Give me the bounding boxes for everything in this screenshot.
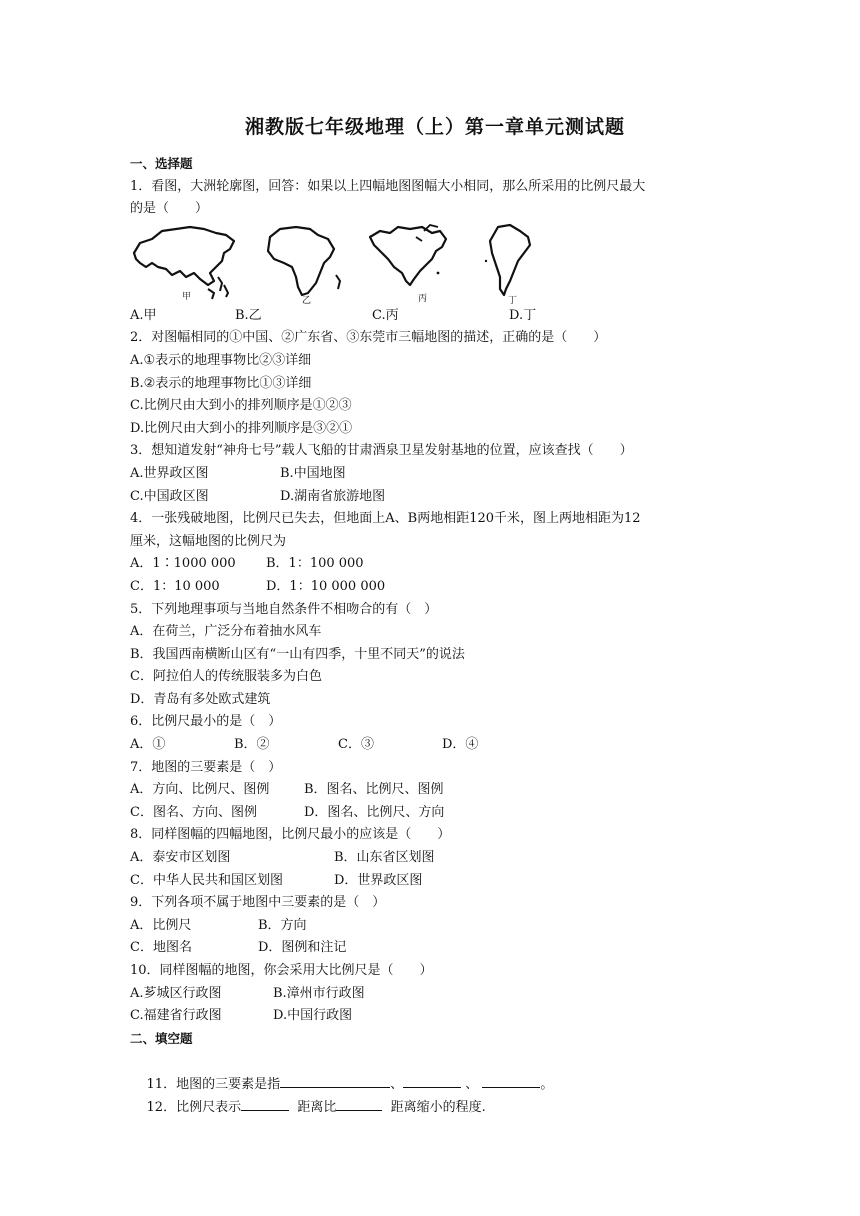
question-12-blank-2[interactable] (336, 1096, 382, 1111)
question-11 (130, 1050, 740, 1092)
question-3-options-row-1 (130, 463, 740, 486)
question-3-option-d: D.湖南省旅游地图 (280, 488, 386, 504)
asia-outline-map (130, 223, 240, 303)
question-5-option-d: D．青岛有多处欧式建筑 (130, 691, 271, 707)
question-6-options (130, 734, 740, 757)
question-6-option-c: C．③ (338, 737, 374, 753)
question-4-line-2: 厘米，这幅地图的比例尺为 (130, 533, 287, 549)
question-3-option-b: B.中国地图 (280, 465, 346, 481)
question-6-option-a: A．① (130, 737, 166, 753)
question-7-option-d: D．图名、比例尺、方向 (304, 804, 445, 820)
question-10-options-row-1 (130, 983, 740, 1006)
south-america-outline-map (482, 223, 542, 306)
question-10-stem: 10．同样图幅的地图，你会采用大比例尺是（ ） (130, 963, 433, 978)
question-5-option-a: A．在荷兰，广泛分布着抽水风车 (130, 624, 322, 640)
question-8-options-row-2 (130, 870, 740, 893)
question-9-option-a: A．比例尺 (130, 917, 192, 933)
north-america-outline-map (366, 223, 466, 303)
question-4-options-row-2 (130, 576, 740, 599)
question-4-option-a: A．1∶1000 000 (130, 556, 236, 572)
question-12-end: 距离缩小的程度. (382, 1099, 486, 1115)
question-6-stem: 6．比例尺最小的是（ ） (130, 714, 282, 730)
question-5-stem: 5．下列地理事项与当地自然条件不相吻合的有（ ） (130, 601, 438, 617)
question-7-option-c: C．图名、方向、图例 (130, 804, 257, 820)
question-2-option-d: D.比例尺由大到小的排列顺序是③②① (130, 420, 353, 436)
question-4-option-b: B．1：100 000 (266, 556, 364, 572)
question-4-line-1: 4．一张残破地图，比例尺已失去，但地面上A、B两地相距120千米，图上两地相距为12 (130, 511, 641, 527)
question-6-option-b: B．② (234, 737, 270, 753)
question-9-options-row-2 (130, 937, 740, 960)
question-1-option-b: B.乙 (235, 307, 262, 323)
question-8-option-d: D．世界政区图 (334, 872, 423, 888)
question-9-option-d: D．图例和注记 (258, 940, 347, 956)
question-3-option-c: C.中国政区图 (130, 488, 209, 504)
continent-outline-maps (130, 223, 740, 306)
question-12-prefix: 12．比例尺表示 (146, 1099, 242, 1115)
question-11-separator-1: 、 (390, 1076, 404, 1092)
question-2-option-a: A.①表示的地理事物比②③详细 (130, 352, 312, 368)
worksheet-page (130, 112, 740, 1115)
question-11-prefix: 11．地图的三要素是指 (146, 1076, 281, 1092)
question-10-option-a: A.芗城区行政图 (130, 985, 222, 1001)
question-1-option-d: D.丁 (509, 307, 537, 323)
question-11-separator-2: 、 (461, 1076, 479, 1092)
africa-outline-map (262, 223, 352, 306)
question-10-options-row-2 (130, 1005, 740, 1028)
question-3-option-a: A.世界政区图 (130, 465, 209, 481)
question-5-option-c: C．阿拉伯人的传统服装多为白色 (130, 669, 322, 685)
page-title: 湘教版七年级地理（上）第一章单元测试题 (244, 116, 625, 138)
question-11-blank-2[interactable] (403, 1073, 461, 1088)
question-9-option-b: B．方向 (258, 917, 307, 933)
question-4-options-row-1 (130, 553, 740, 576)
question-1-option-c: C.丙 (372, 307, 399, 323)
question-11-end: 。 (540, 1076, 554, 1092)
question-10-option-b: B.漳州市行政图 (273, 985, 365, 1001)
question-4-option-c: C．1：10 000 (130, 578, 220, 594)
map-label-yi: 乙 (302, 295, 312, 306)
question-11-blank-3[interactable] (482, 1073, 540, 1088)
question-3-options-row-2 (130, 486, 740, 509)
question-9-options-row-1 (130, 915, 740, 938)
question-9-option-c: C．地图名 (130, 940, 192, 956)
question-8-options-row-1 (130, 847, 740, 870)
question-10-option-c: C.福建省行政图 (130, 1008, 222, 1024)
question-12-blank-1[interactable] (241, 1096, 289, 1111)
question-1-options (130, 305, 740, 328)
question-4-option-d: D．1：10 000 000 (266, 578, 386, 594)
question-1-line-2: 的是（ ） (130, 201, 209, 217)
question-2-option-c: C.比例尺由大到小的排列顺序是①②③ (130, 398, 352, 414)
question-2-option-b: B.②表示的地理事物比①③详细 (130, 375, 312, 391)
question-8-option-c: C．中华人民共和国区划图 (130, 872, 283, 888)
question-6-option-d: D．④ (442, 737, 479, 753)
question-7-stem: 7．地图的三要素是（ ） (130, 759, 282, 775)
question-12-middle: 距离比 (289, 1099, 337, 1115)
question-7-option-b: B．图名、比例尺、图例 (304, 782, 444, 798)
question-11-blank-1[interactable] (280, 1073, 390, 1088)
question-5-option-b: B．我国西南横断山区有“一山有四季，十里不同天”的说法 (130, 646, 465, 662)
question-1-line-1: 1．看图，大洲轮廓图，回答：如果以上四幅地图图幅大小相同，那么所采用的比例尺最大 (130, 178, 646, 194)
map-label-ding: 丁 (508, 295, 518, 306)
question-10-option-d: D.中国行政图 (273, 1008, 353, 1024)
question-3-stem: 3．想知道发射“神舟七号”载人飞船的甘肃酒泉卫星发射基地的位置，应该查找（ ） (130, 443, 633, 459)
question-8-option-a: A．泰安市区划图 (130, 850, 231, 866)
question-7-options-row-2 (130, 802, 740, 825)
question-2-stem: 2．对图幅相同的①中国、②广东省、③东莞市三幅地图的描述，正确的是（ ） (130, 330, 607, 346)
section-heading-fill-in: 二、填空题 (130, 1030, 193, 1046)
map-label-bing: 丙 (418, 293, 428, 304)
question-7-options-row-1 (130, 779, 740, 802)
question-1-option-a: A.甲 (130, 307, 157, 323)
question-9-stem: 9．下列各项不属于地图中三要素的是（ ） (130, 895, 386, 911)
question-8-stem: 8．同样图幅的四幅地图，比例尺最小的应该是（ ） (130, 827, 451, 843)
question-7-option-a: A．方向、比例尺、图例 (130, 782, 270, 798)
question-8-option-b: B．山东省区划图 (334, 850, 435, 866)
map-label-jia: 甲 (182, 291, 192, 302)
section-heading-choice: 一、选择题 (130, 156, 193, 171)
